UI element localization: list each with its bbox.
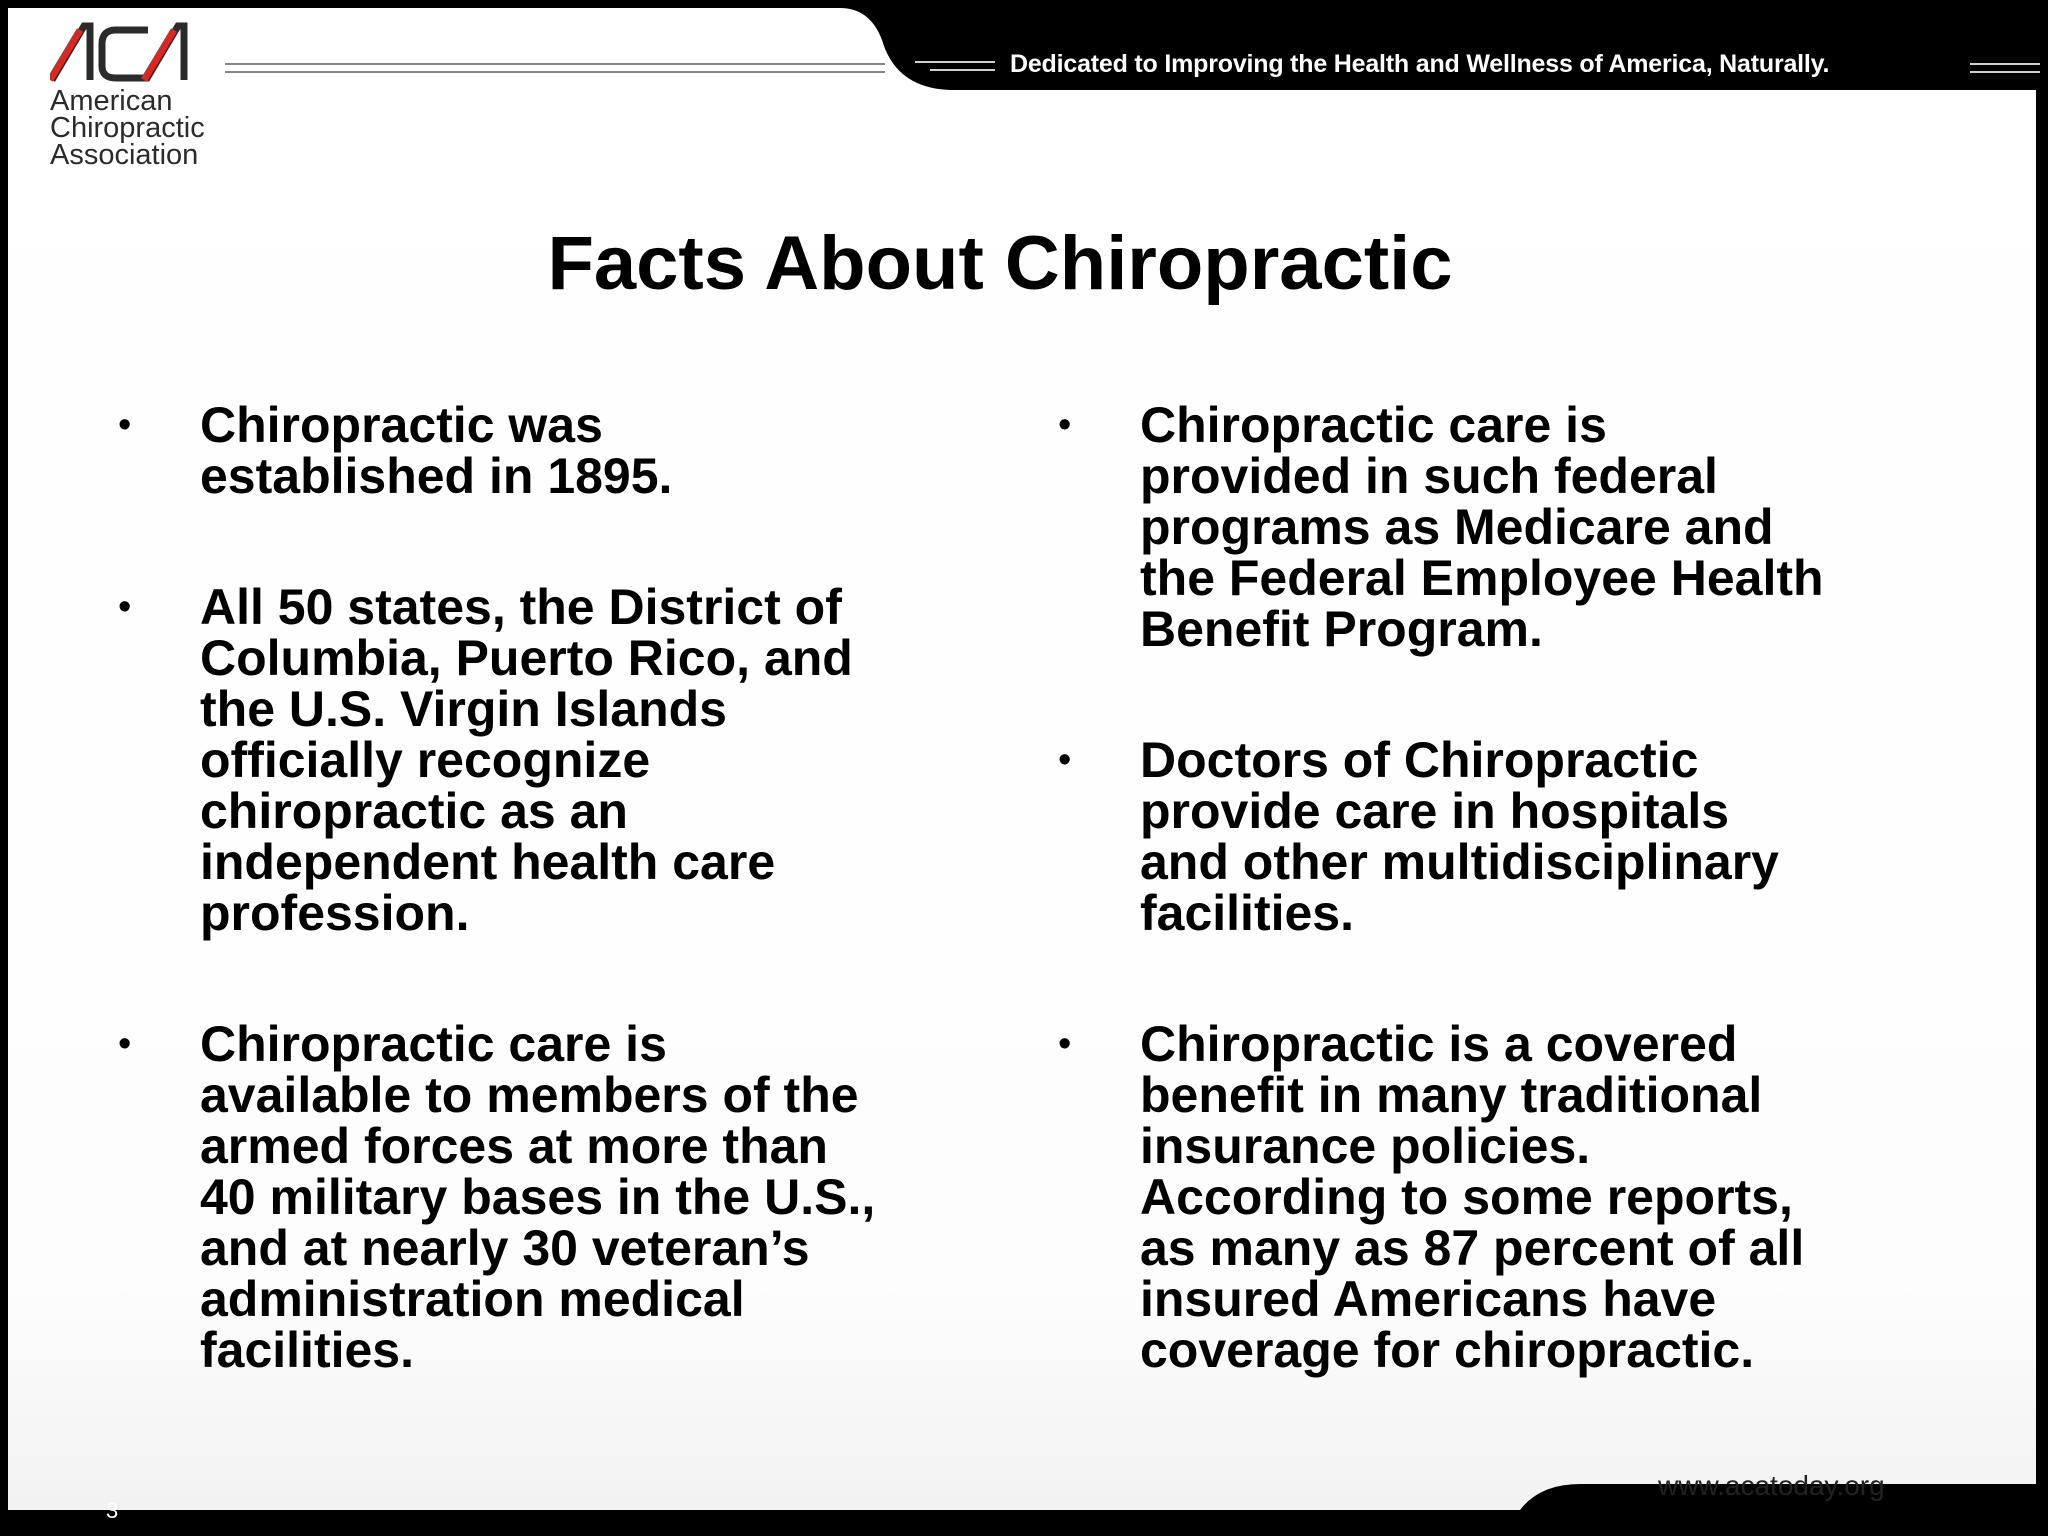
aca-logo-mark bbox=[50, 22, 200, 84]
logo-line: Chiropractic bbox=[50, 112, 205, 144]
left-column bbox=[118, 397, 958, 1378]
bullet-text: Chiropractic is a covered benefit in many traditional insurance policies. According to some reports, as many as 87 percent of all insured Americans have coverage for chiropractic. bbox=[1140, 1016, 1805, 1378]
logo-wordmark bbox=[50, 85, 250, 171]
bullet-icon: • bbox=[118, 586, 132, 628]
logo-line: American bbox=[50, 85, 173, 117]
bullet-item bbox=[1058, 397, 1898, 657]
bullet-text: Chiropractic care is provided in such federal programs as Medicare and the Federal Employee Health Benefit Program. bbox=[1140, 397, 1824, 657]
bullet-icon: • bbox=[1058, 404, 1072, 446]
header-tagline: Dedicated to Improving the Health and Wellness of America, Naturally. bbox=[1010, 50, 1830, 78]
bullet-item bbox=[118, 397, 958, 504]
bullet-item bbox=[118, 1016, 958, 1378]
bullet-icon: • bbox=[1058, 1023, 1072, 1065]
bullet-icon: • bbox=[1058, 739, 1072, 781]
bullet-icon: • bbox=[118, 404, 132, 446]
bullet-text: Chiropractic was established in 1895. bbox=[200, 397, 673, 504]
bullet-item bbox=[1058, 1016, 1898, 1378]
bullet-text: Doctors of Chiropractic provide care in hospitals and other multidisciplinary facilities. bbox=[1140, 732, 1779, 941]
slide-title: Facts About Chiropractic bbox=[547, 221, 1453, 306]
website-url: www.acatoday.org bbox=[1658, 1470, 1885, 1501]
right-column bbox=[1058, 397, 1898, 1378]
aca-logo bbox=[50, 22, 250, 169]
bullet-icon: • bbox=[118, 1023, 132, 1065]
bullet-item bbox=[118, 579, 958, 941]
bullet-item bbox=[1058, 732, 1898, 941]
bullet-text: Chiropractic care is available to members of the armed forces at more than 40 military bases in the U.S., and at nearly 30 veteran’s administration medical facilities. bbox=[200, 1016, 876, 1378]
bullet-text: All 50 states, the District of Columbia, Puerto Rico, and the U.S. Virgin Islands officially recognize chiropractic as an independent health care profession. bbox=[200, 579, 853, 941]
page-number: 3 bbox=[106, 1498, 119, 1523]
logo-line: Association bbox=[50, 139, 199, 171]
